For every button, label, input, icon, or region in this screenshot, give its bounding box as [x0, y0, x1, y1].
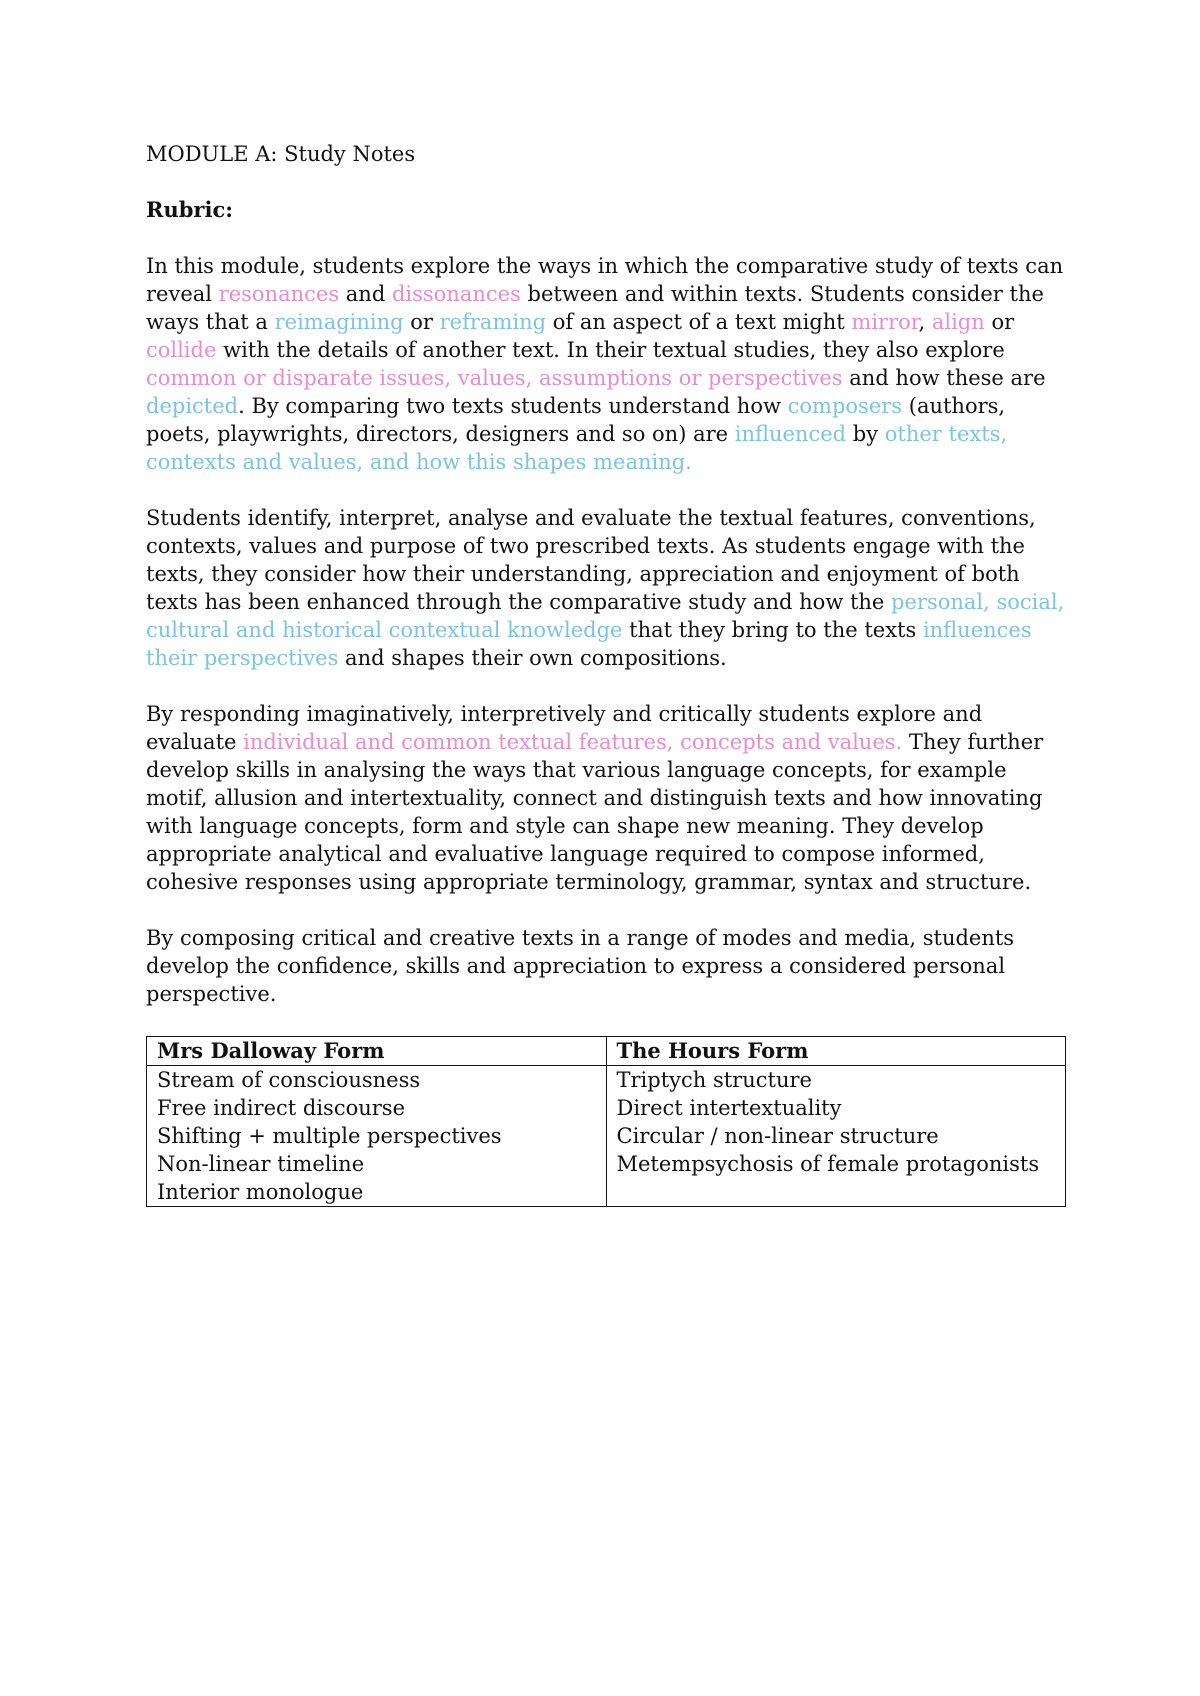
list-item: Free indirect discourse	[157, 1096, 405, 1120]
rubric-body	[146, 252, 1066, 1008]
rubric-paragraph	[146, 700, 1066, 896]
list-item: Stream of consciousness	[157, 1068, 421, 1092]
list-item: Direct intertextuality	[616, 1096, 842, 1120]
paragraph-text: . By comparing two texts students understand how	[238, 394, 788, 418]
header-the-hours-form: The Hours Form	[606, 1037, 1066, 1066]
form-comparison-table	[146, 1036, 1066, 1207]
paragraph-text: ,	[918, 310, 932, 334]
highlighted-term: reframing	[439, 310, 547, 334]
highlighted-term: personal, social, cultural and historical contextual knowledge	[146, 590, 1065, 642]
rubric-paragraph	[146, 504, 1066, 672]
document-page	[146, 140, 1066, 1207]
highlighted-term: collide	[146, 338, 217, 362]
document-title: MODULE A: Study Notes	[146, 142, 416, 166]
highlighted-term: other texts, contexts and values, and how this shapes meaning.	[146, 422, 1008, 474]
paragraph-text: between and within texts. Students consider the ways that a	[146, 282, 1044, 334]
header-mrs-dalloway-form: Mrs Dalloway Form	[147, 1037, 607, 1066]
table-row	[147, 1066, 1066, 1207]
highlighted-term: influences their perspectives	[146, 618, 1032, 670]
list-item: Shifting + multiple perspectives	[157, 1124, 502, 1148]
list-item: Metempsychosis of female protagonists	[616, 1152, 1040, 1176]
highlighted-term: dissonances	[391, 282, 521, 306]
highlighted-term: influenced	[734, 422, 847, 446]
the-hours-form-cell	[606, 1066, 1066, 1207]
list-item: Non-linear timeline	[157, 1152, 365, 1176]
list-item: Triptych structure	[616, 1068, 812, 1092]
highlighted-term: common or disparate issues, values, assumptions or perspectives	[146, 366, 843, 390]
paragraph-text: and	[339, 282, 392, 306]
highlighted-term: individual and common textual features, concepts and values.	[243, 730, 903, 754]
list-item: Circular / non-linear structure	[616, 1124, 939, 1148]
paragraph-text: (authors, poets, playwrights, directors, designers and so on) are	[146, 394, 1006, 446]
paragraph-text: of an aspect of a text might	[546, 310, 852, 334]
highlighted-term: depicted	[146, 394, 239, 418]
paragraph-text: and shapes their own compositions.	[338, 646, 727, 670]
paragraph-text: or	[984, 310, 1015, 334]
paragraph-text: and how these are	[842, 366, 1046, 390]
rubric-heading: Rubric:	[146, 197, 233, 222]
paragraph-text: They further develop skills in analysing the ways that various language concepts, for example motif, allusion and intertextuality, connect and distinguish texts and how innovating with language concepts, form and style can shape new meaning. They develop appropriate analytical and evaluative language required to compose informed, cohesive responses using appropriate terminology, grammar, syntax and structure.	[146, 730, 1044, 894]
rubric-paragraph	[146, 924, 1066, 1008]
mrs-dalloway-form-cell	[147, 1066, 607, 1207]
list-item: Interior monologue	[157, 1180, 364, 1204]
paragraph-text: Students identify, interpret, analyse and evaluate the textual features, conventions, contexts, values and purpose of two prescribed texts. As students engage with the texts, they consider how their understanding, appreciation and enjoyment of both texts has been enhanced through the comparative study and how the	[146, 506, 1036, 614]
paragraph-text: By responding imaginatively, interpretively and critically students explore and evaluate	[146, 702, 983, 754]
highlighted-term: reimagining	[274, 310, 404, 334]
highlighted-term: mirror	[851, 310, 919, 334]
rubric-paragraph	[146, 252, 1066, 476]
paragraph-text: or	[403, 310, 440, 334]
paragraph-text: By composing critical and creative texts in a range of modes and media, students develop the confidence, skills and appreciation to express a considered personal perspective.	[146, 926, 1015, 1006]
paragraph-text: In this module, students explore the ways in which the comparative study of texts can reveal	[146, 254, 1064, 306]
highlighted-term: align	[931, 310, 985, 334]
paragraph-text: by	[846, 422, 885, 446]
highlighted-term: composers	[787, 394, 903, 418]
table-header-row	[147, 1037, 1066, 1066]
highlighted-term: resonances	[218, 282, 340, 306]
paragraph-text: that they bring to the texts	[622, 618, 923, 642]
paragraph-text: with the details of another text. In their textual studies, they also explore	[216, 338, 1005, 362]
